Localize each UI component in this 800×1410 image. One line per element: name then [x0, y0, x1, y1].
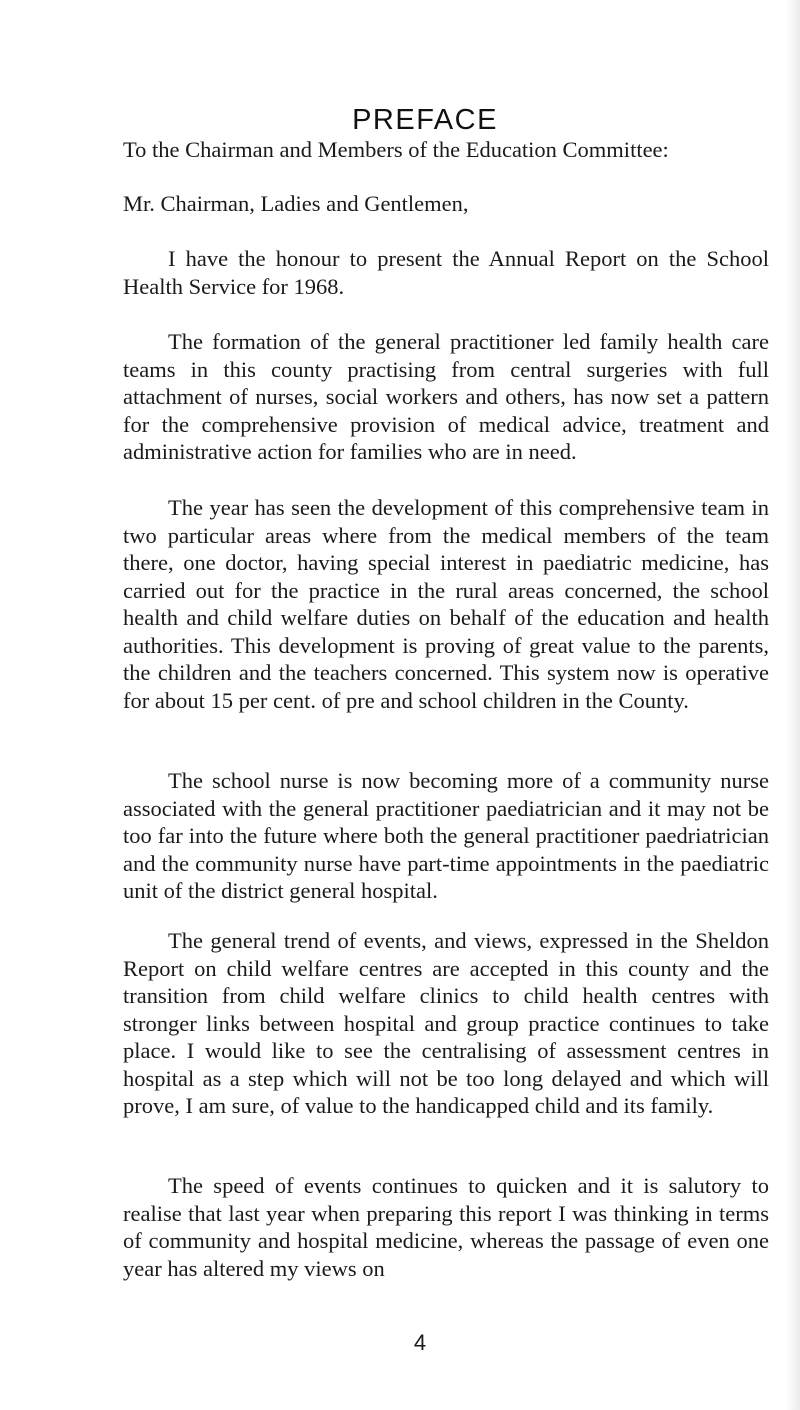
- paragraph-speed-of-events: The speed of events continues to quicken and it is salutory to realise that last year when preparing this report I was thinking in terms of community and hospital medicine, whereas the passage of even one year has altered my views on: [123, 1173, 769, 1281]
- paragraph-general-trend: The general trend of events, and views, expressed in the Sheldon Report on child welfare centres are accepted in this county and the transition from child welfare clinics to child health centres with stronger links between hospital and group practice continues to take place. I would like to see the centralising of assessment centres in hospital as a step which will not be too long delayed and which will prove, I am sure, of value to the handicapped child and its family.: [123, 928, 769, 1118]
- page-title: PREFACE: [352, 104, 498, 136]
- page-number: 4: [413, 1330, 427, 1355]
- page-edge-shadow: [786, 0, 800, 1410]
- paragraph-formation: The formation of the general practitioner led family health care teams in this county practising from central surgeries with full attachment of nurses, social workers and others, has now set a pattern for the comprehensive provision of medical advice, treatment and administrative action for families who are in need.: [123, 329, 769, 464]
- paragraph-school-nurse: The school nurse is now becoming more of a community nurse associated with the general practitioner paediatrician and it may not be too far into the future where both the general practitioner paedriatrician and the community nurse have part-time appointments in the paediatric unit of the district general hospital.: [123, 768, 769, 903]
- salutation-line: Mr. Chairman, Ladies and Gentlemen,: [123, 191, 469, 216]
- paragraph-development: The year has seen the development of this comprehensive team in two particular areas where from the medical members of the team there, one doctor, having special interest in paediatric medicine, has carried out for the practice in the rural areas concerned, the school health and child welfare duties on behalf of the education and health authorities. This development is proving of great value to the parents, the children and the teachers concerned. This system now is operative for about 15 per cent. of pre and school children in the County.: [123, 495, 769, 713]
- paragraph-intro: I have the honour to present the Annual Report on the School Health Service for 1968.: [123, 246, 769, 299]
- addressee-line: To the Chairman and Members of the Education Committee:: [123, 137, 669, 162]
